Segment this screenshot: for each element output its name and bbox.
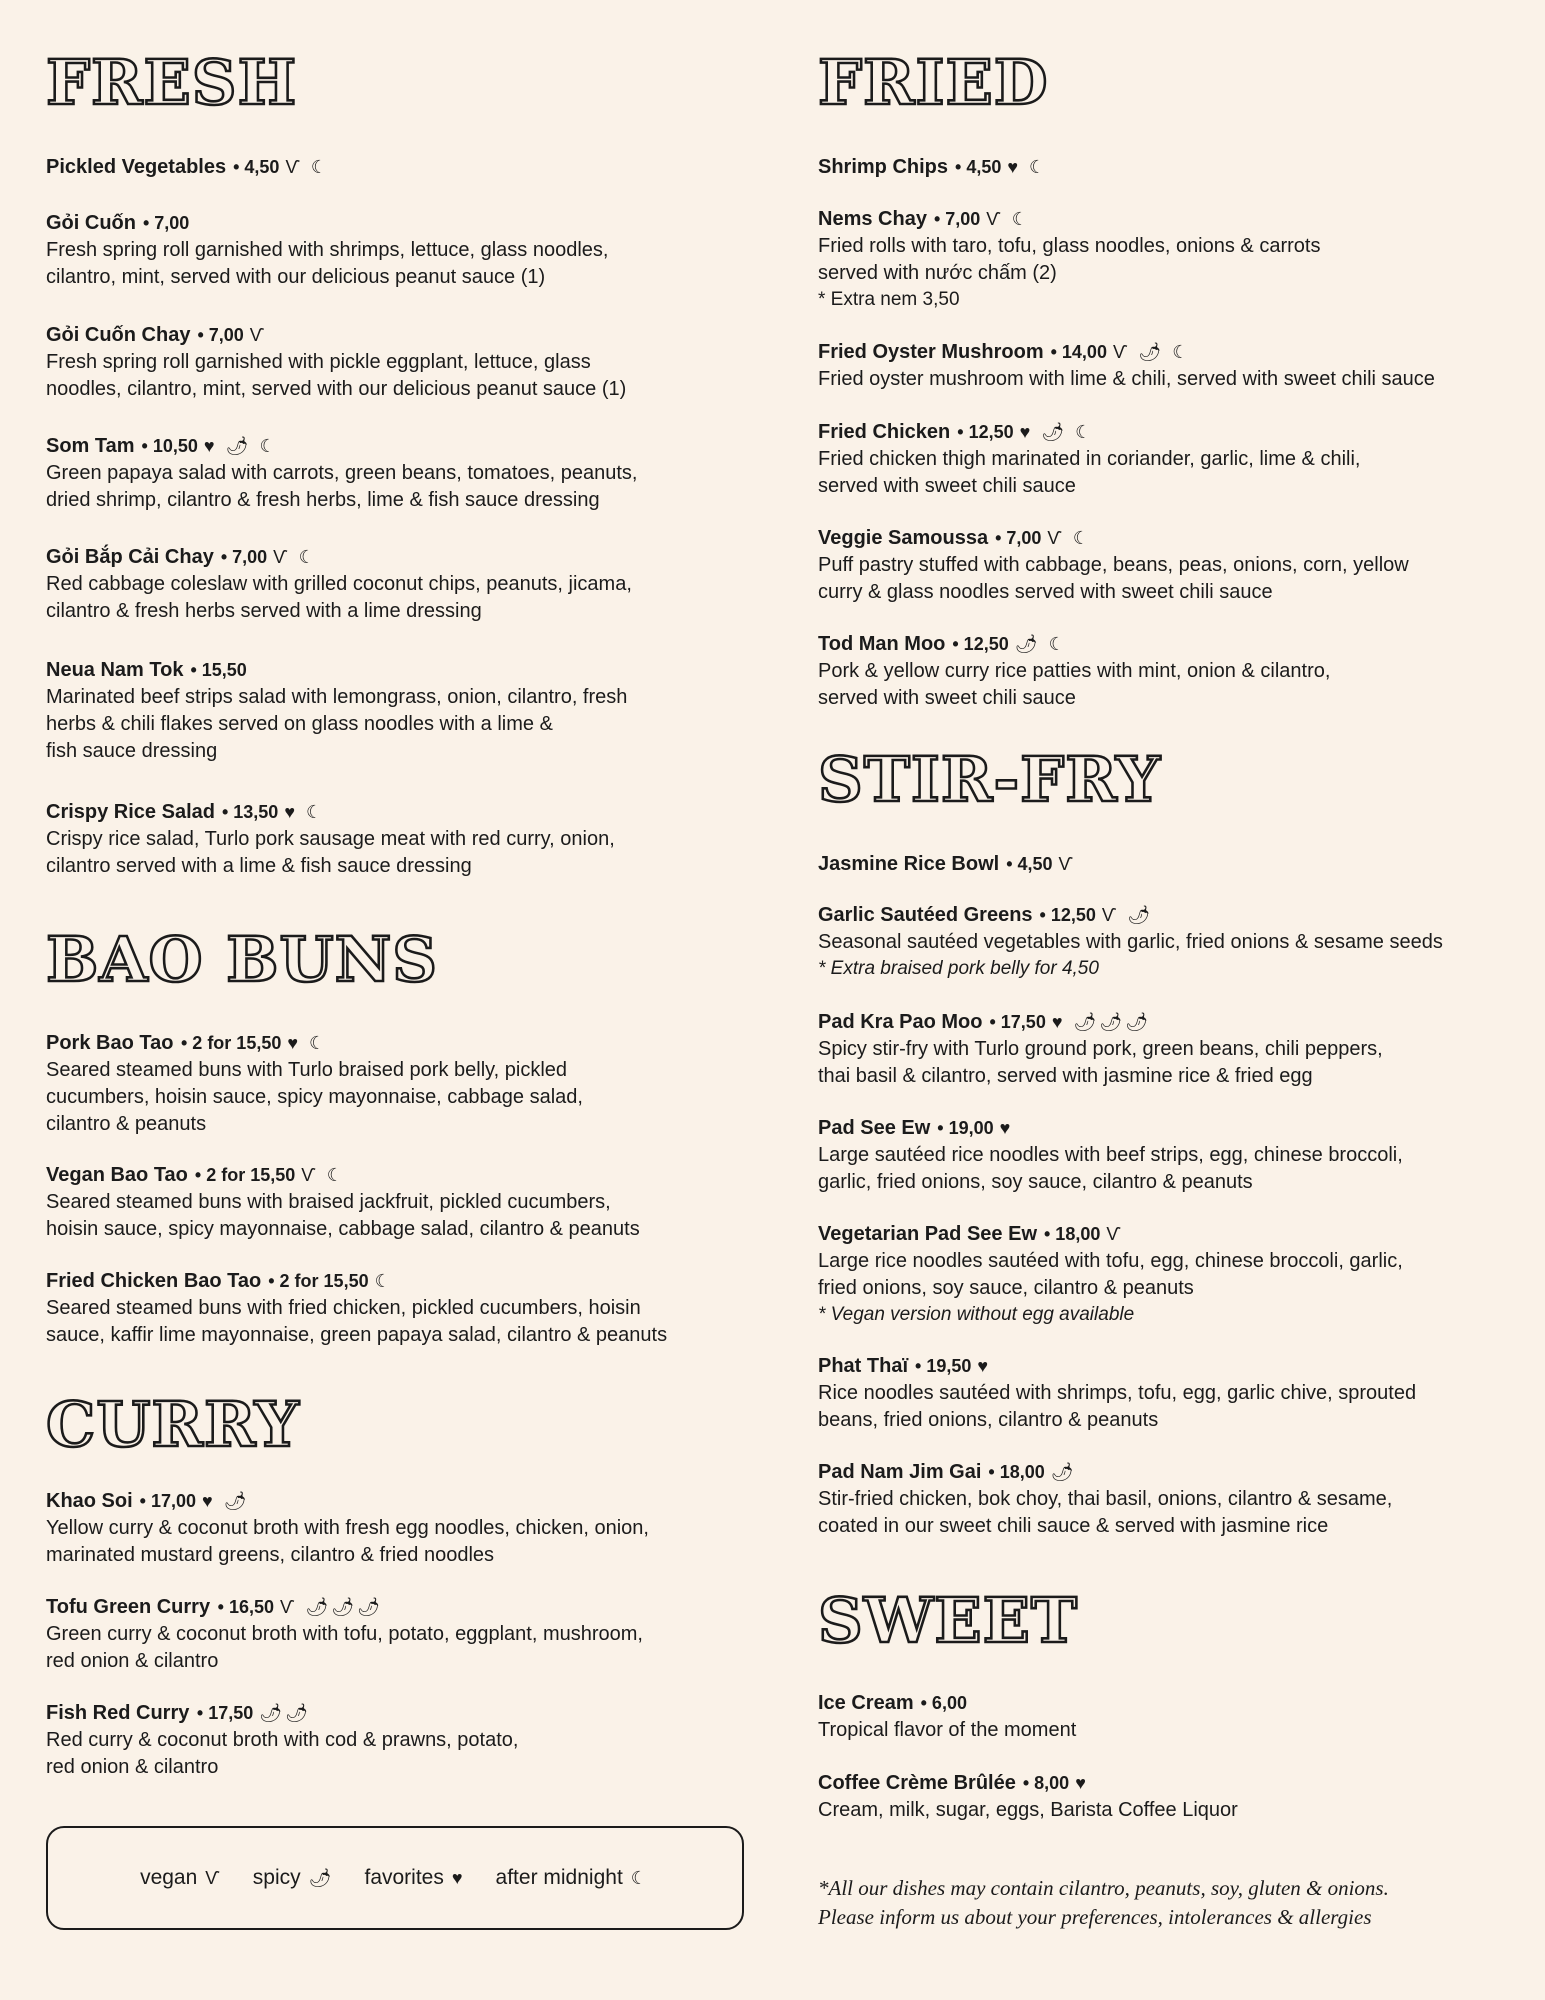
- item-description: Red cabbage coleslaw with grilled coconut chips, peanuts, jicama, cilantro & fresh herbs served with a lime dressing: [46, 573, 632, 622]
- dietary-icons: ♥: [977, 1356, 992, 1376]
- dietary-icons: Ѵ ☾: [273, 547, 318, 567]
- item-name: Gỏi Cuốn: [46, 212, 136, 234]
- menu-item: [818, 1115, 1518, 1196]
- symbol-legend: [46, 1826, 744, 1930]
- dietary-icons: Ѵ ☾: [986, 209, 1031, 229]
- item-name: Gỏi Bắp Cải Chay: [46, 546, 214, 568]
- menu-item: [46, 322, 746, 403]
- item-price: • 14,00: [1045, 342, 1107, 362]
- menu-item: [46, 154, 746, 181]
- dietary-icons: 🌶: [1050, 1462, 1077, 1482]
- item-price: • 4,50: [228, 157, 280, 177]
- item-price: • 7,00: [137, 213, 190, 233]
- item-note: * Extra nem 3,50: [818, 289, 960, 310]
- dietary-icons: ♥ 🌶 ☾: [1019, 422, 1095, 442]
- item-price: • 4,50: [950, 157, 1002, 177]
- item-description: Seasonal sautéed vegetables with garlic, fried onions & sesame seeds: [818, 931, 1443, 953]
- menu-item: [818, 525, 1518, 606]
- item-description: Crispy rice salad, Turlo pork sausage meat with red curry, onion, cilantro served with a lime & fish sauce dressing: [46, 828, 615, 877]
- item-name: Crispy Rice Salad: [46, 801, 215, 823]
- item-name: Pad See Ew: [818, 1117, 931, 1139]
- item-description: Tropical flavor of the moment: [818, 1719, 1077, 1741]
- item-description: Cream, milk, sugar, eggs, Barista Coffee Liquor: [818, 1799, 1238, 1821]
- item-name: Ice Cream: [818, 1692, 914, 1714]
- item-price: • 16,50: [217, 1597, 275, 1617]
- item-description: Fresh spring roll garnished with shrimps, lettuce, glass noodles, cilantro, mint, served with our delicious peanut sauce (1): [46, 239, 609, 288]
- dietary-icons: Ѵ: [1058, 854, 1076, 874]
- item-name: Tod Man Moo: [818, 633, 946, 655]
- item-name: Pad Kra Pao Moo: [818, 1011, 983, 1033]
- item-name: Fried Oyster Mushroom: [818, 341, 1044, 363]
- legend-spicy: spicy 🌶: [252, 1866, 335, 1889]
- item-price: • 6,00: [915, 1693, 967, 1713]
- item-name: Phat Thaï: [818, 1355, 909, 1377]
- menu-item: [46, 210, 746, 291]
- menu-item: [818, 206, 1518, 313]
- menu-item: [46, 1488, 746, 1569]
- item-price: • 7,00: [192, 325, 244, 345]
- item-price: • 12,50: [947, 634, 1009, 654]
- dietary-icons: Ѵ ☾: [285, 157, 331, 177]
- item-description: Green curry & coconut broth with tofu, potato, eggplant, mushroom, red onion & cilantro: [46, 1623, 643, 1672]
- item-description: Seared steamed buns with braised jackfruit, pickled cucumbers, hoisin sauce, spicy mayonnaise, cabbage salad, cilantro & peanuts: [46, 1191, 640, 1240]
- dietary-icons: ♥: [1075, 1773, 1089, 1793]
- section-title-fried: FRIED: [818, 46, 1049, 119]
- item-description: Fresh spring roll garnished with pickle eggplant, lettuce, glass noodles, cilantro, mint, served with our delicious peanut sauce (1): [46, 351, 627, 400]
- item-description: Seared steamed buns with fried chicken, pickled cucumbers, hoisin sauce, kaffir lime mayonnaise, green papaya salad, cilantro & peanuts: [46, 1297, 668, 1346]
- item-price: • 13,50: [216, 802, 279, 822]
- item-name: Garlic Sautéed Greens: [818, 904, 1033, 926]
- item-price: • 10,50: [136, 436, 198, 456]
- menu-item: [818, 1221, 1518, 1328]
- item-price: • 17,50: [984, 1012, 1046, 1032]
- item-description: Green papaya salad with carrots, green beans, tomatoes, peanuts, dried shrimp, cilantro & fresh herbs, lime & fish sauce dressing: [46, 462, 638, 511]
- dietary-icons: Ѵ: [249, 325, 268, 345]
- item-name: Tofu Green Curry: [46, 1596, 216, 1618]
- item-description: Spicy stir-fry with Turlo ground pork, green beans, chili peppers, thai basil & cilantro, served with jasmine rice & fried egg: [818, 1038, 1383, 1087]
- menu-item: [46, 1268, 746, 1349]
- item-price: • 7,00: [928, 209, 981, 229]
- item-price: • 2 for 15,50: [263, 1271, 369, 1291]
- menu-item: [818, 1770, 1518, 1824]
- menu-item: [46, 544, 746, 625]
- section-title-fresh: FRESH: [46, 46, 298, 119]
- item-price: • 7,00: [215, 547, 268, 567]
- item-name: Khao Soi: [46, 1490, 133, 1512]
- section-title-stir-fry: STIR-FRY: [818, 743, 1162, 816]
- item-name: Shrimp Chips: [818, 156, 949, 178]
- item-description: Puff pastry stuffed with cabbage, beans, peas, onions, corn, yellow curry & glass noodles served with sweet chili sauce: [818, 554, 1409, 603]
- heart-icon: ♥: [451, 1868, 466, 1888]
- item-name: Pickled Vegetables: [46, 156, 227, 178]
- item-name: Gỏi Cuốn Chay: [46, 324, 191, 346]
- legend-favorites: favorites ♥: [364, 1866, 466, 1889]
- section-title-bao-buns: BAO BUNS: [46, 923, 439, 996]
- item-price: • 7,00: [990, 528, 1042, 548]
- dietary-icons: Ѵ 🌶🌶🌶: [280, 1597, 384, 1617]
- menu-item: [46, 799, 746, 880]
- item-description: Fried oyster mushroom with lime & chili, served with sweet chili sauce: [818, 368, 1435, 390]
- item-description: Large sautéed rice noodles with beef strips, egg, chinese broccoli, garlic, fried onions, soy sauce, cilantro & peanuts: [818, 1144, 1403, 1193]
- item-description: Fried chicken thigh marinated in coriander, garlic, lime & chili, served with sweet chili sauce: [818, 448, 1361, 497]
- menu-item: [818, 1009, 1518, 1090]
- dietary-icons: ♥ ☾: [287, 1033, 329, 1053]
- dietary-icons: Ѵ ☾: [1047, 528, 1093, 548]
- dietary-icons: 🌶🌶: [259, 1703, 311, 1723]
- menu-item: [46, 433, 746, 514]
- dietary-icons: ♥ ☾: [284, 802, 326, 822]
- dietary-icons: 🌶 ☾: [1014, 634, 1068, 654]
- item-price: • 17,50: [196, 1703, 254, 1723]
- item-name: Fried Chicken Bao Tao: [46, 1270, 262, 1292]
- item-description: Large rice noodles sautéed with tofu, egg, chinese broccoli, garlic, fried onions, soy sauce, cilantro & peanuts: [818, 1250, 1403, 1299]
- section-title-curry: CURRY: [46, 1388, 300, 1461]
- item-description: Marinated beef strips salad with lemongrass, onion, cilantro, fresh herbs & chili flakes served on glass noodles with a lime & fish sauce dressing: [46, 686, 628, 762]
- item-price: • 18,00: [983, 1462, 1045, 1482]
- item-price: • 2 for 15,50: [189, 1165, 296, 1185]
- item-description: Pork & yellow curry rice patties with mint, onion & cilantro, served with sweet chili sauce: [818, 660, 1331, 709]
- section-title-sweet: SWEET: [818, 1584, 1079, 1657]
- item-name: Fried Chicken: [818, 421, 951, 443]
- item-price: • 15,50: [185, 660, 247, 680]
- dietary-icons: ♥ 🌶 ☾: [203, 436, 279, 456]
- dietary-icons: Ѵ: [1106, 1224, 1124, 1244]
- menu-item: [818, 1353, 1518, 1434]
- dietary-icons: ♥ ☾: [1007, 157, 1049, 177]
- chili-icon: 🌶: [308, 1868, 335, 1888]
- item-name: Pork Bao Tao: [46, 1032, 179, 1054]
- dietary-icons: Ѵ 🌶 ☾: [1112, 342, 1192, 362]
- item-price: • 19,00: [932, 1118, 994, 1138]
- item-name: Fish Red Curry: [46, 1702, 195, 1724]
- item-description: Rice noodles sautéed with shrimps, tofu, egg, garlic chive, sprouted beans, fried onions, cilantro & peanuts: [818, 1382, 1417, 1431]
- menu-item: [818, 631, 1518, 712]
- item-price: • 2 for 15,50: [181, 1033, 282, 1053]
- item-price: • 12,50: [952, 422, 1014, 442]
- item-price: • 8,00: [1017, 1773, 1070, 1793]
- item-price: • 18,00: [1039, 1224, 1101, 1244]
- menu-item: [46, 1030, 746, 1138]
- menu-item: [818, 154, 1518, 181]
- menu-item: [818, 419, 1518, 500]
- allergy-notice: *All our dishes may contain cilantro, peanuts, soy, gluten & onions. Please inform us about your preferences, intolerances & allergies: [818, 1876, 1389, 1929]
- item-name: Nems Chay: [818, 208, 927, 230]
- dietary-icons: ☾: [374, 1271, 394, 1291]
- menu-item: [46, 657, 746, 765]
- vegan-icon: Ѵ: [205, 1868, 223, 1888]
- legend-midnight: after midnight ☾: [495, 1866, 650, 1889]
- dietary-icons: Ѵ ☾: [301, 1165, 346, 1185]
- item-price: • 12,50: [1034, 905, 1096, 925]
- item-name: Pad Nam Jim Gai: [818, 1461, 982, 1483]
- menu-item: [818, 1459, 1518, 1540]
- item-name: Som Tam: [46, 435, 135, 457]
- item-name: Neua Nam Tok: [46, 659, 184, 681]
- dietary-icons: Ѵ 🌶: [1101, 905, 1154, 925]
- item-price: • 17,00: [134, 1491, 197, 1511]
- dietary-icons: ♥ 🌶: [202, 1491, 250, 1511]
- menu-item: [46, 1594, 746, 1675]
- menu-item: [818, 902, 1518, 982]
- item-description: Stir-fried chicken, bok choy, thai basil, onions, cilantro & sesame, coated in our sweet chili sauce & served with jasmine rice: [818, 1488, 1393, 1537]
- menu-item: [46, 1700, 746, 1781]
- item-description: Yellow curry & coconut broth with fresh egg noodles, chicken, onion, marinated mustard greens, cilantro & fried noodles: [46, 1517, 649, 1566]
- menu-item: [818, 1690, 1518, 1744]
- item-name: Coffee Crème Brûlée: [818, 1772, 1016, 1794]
- menu-item: [818, 339, 1518, 393]
- item-note: * Vegan version without egg available: [818, 1304, 1135, 1325]
- item-name: Vegan Bao Tao: [46, 1164, 188, 1186]
- item-description: Seared steamed buns with Turlo braised pork belly, pickled cucumbers, hoisin sauce, spicy mayonnaise, cabbage salad, cilantro & peanuts: [46, 1059, 583, 1135]
- item-note: * Extra braised pork belly for 4,50: [818, 958, 1099, 979]
- item-description: Fried rolls with taro, tofu, glass noodles, onions & carrots served with nước chấm (2): [818, 235, 1321, 284]
- item-price: • 19,50: [910, 1356, 972, 1376]
- menu-item: [818, 851, 1518, 878]
- item-name: Vegetarian Pad See Ew: [818, 1223, 1037, 1245]
- item-description: Red curry & coconut broth with cod & prawns, potato, red onion & cilantro: [46, 1729, 519, 1778]
- item-name: Jasmine Rice Bowl: [818, 853, 1000, 875]
- item-name: Veggie Samoussa: [818, 527, 989, 549]
- dietary-icons: ♥ 🌶🌶🌶: [1051, 1012, 1152, 1032]
- legend-vegan: vegan Ѵ: [140, 1866, 223, 1889]
- item-price: • 4,50: [1001, 854, 1053, 874]
- dietary-icons: ♥: [999, 1118, 1014, 1138]
- menu-item: [46, 1162, 746, 1243]
- moon-icon: ☾: [630, 1868, 650, 1888]
